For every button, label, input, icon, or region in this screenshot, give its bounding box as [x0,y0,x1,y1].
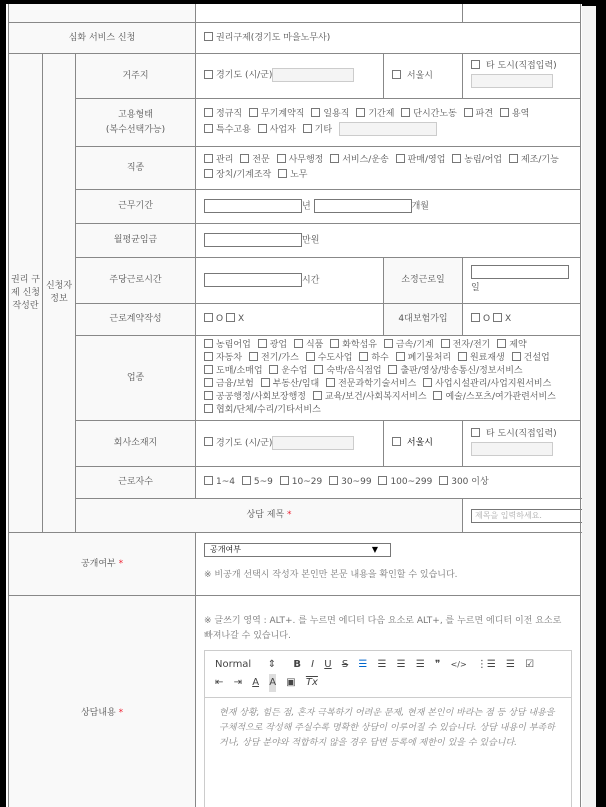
contract-x-checkbox[interactable] [226,313,235,322]
checkbox[interactable] [278,169,287,178]
option-workers[interactable]: 1~4 [204,477,235,487]
workers-options [196,467,581,499]
checklist-icon[interactable]: ☑ [525,659,535,670]
checkbox[interactable] [471,428,480,437]
checkbox[interactable] [258,339,267,348]
checkbox[interactable] [204,404,213,413]
checkbox[interactable] [303,124,312,133]
option-job[interactable]: 제조/기능 [509,155,559,165]
checkbox[interactable] [396,154,405,163]
checkbox[interactable] [378,476,387,485]
option-industry[interactable]: 공공행정/사회보장행정 [204,392,306,402]
option-job[interactable]: 노무 [278,170,307,180]
option-industry[interactable]: 금융/보험 [204,379,254,389]
checkbox[interactable] [388,365,397,374]
option-industry[interactable]: 도매/소매업 [204,366,263,376]
align-left-icon[interactable]: ☰ [358,659,368,670]
option-industry[interactable]: 제약 [497,340,526,350]
industry-label: 업종 [76,336,196,421]
checkbox[interactable] [204,124,213,133]
checkbox[interactable] [509,154,518,163]
wage-label: 월평균임금 [76,224,196,258]
option-job[interactable]: 사무행정 [277,155,324,165]
checkbox[interactable] [313,391,322,400]
checkbox[interactable] [441,339,450,348]
background-color-icon[interactable]: A [269,674,276,692]
option-industry[interactable]: 하수 [359,353,388,363]
service-label: 심화 서비스 신청 [9,23,196,54]
option-employment[interactable]: 단시간노동 [401,109,456,119]
checkbox[interactable] [329,476,338,485]
checkbox[interactable] [294,339,303,348]
outdent-icon[interactable]: ⇤ [215,677,224,688]
ordered-list-icon[interactable]: ⋮☰ [476,659,496,670]
checkbox[interactable] [471,60,480,69]
checkbox[interactable] [392,70,401,79]
checkbox[interactable] [423,378,432,387]
checkbox[interactable] [452,154,461,163]
option-job[interactable]: 농림/어업 [452,155,502,165]
bold-icon[interactable]: B [293,659,301,670]
checkbox[interactable] [204,339,213,348]
option-industry[interactable]: 전자/전기 [441,340,491,350]
align-center-icon[interactable]: ☰ [377,659,387,670]
checkbox[interactable] [326,378,335,387]
option-industry[interactable]: 광업 [258,340,287,350]
weekly-hours-input[interactable] [204,273,302,287]
checkbox[interactable] [204,108,213,117]
checkbox[interactable] [401,108,410,117]
checkbox[interactable] [439,476,448,485]
employment-label: 고용형태 (복수선택가능) [76,99,196,147]
option-employment[interactable]: 정규직 [204,109,242,119]
checkbox[interactable] [330,154,339,163]
checkbox[interactable] [500,108,509,117]
checkbox[interactable] [204,476,213,485]
editor-note: ※ 글쓰기 영역 : ALT+. 를 누르면 에디터 다음 요소로 ALT+, 를 누르면 에디터 이전 요소로 빠져나갈 수 있습니다. [204,616,562,641]
align-right-icon[interactable]: ☰ [396,659,406,670]
option-industry[interactable]: 예술/스포츠/여가관련서비스 [433,392,555,402]
option-employment[interactable]: 용역 [500,109,529,119]
option-job[interactable]: 장치/기계조작 [204,170,271,180]
checkbox[interactable] [392,437,401,446]
contract-o-checkbox[interactable] [204,313,213,322]
text-color-icon[interactable]: A [252,677,260,688]
job-options [196,147,581,190]
option-industry[interactable]: 건설업 [512,353,550,363]
clear-format-icon[interactable]: $\overline{Tx}$ [305,677,318,688]
option-industry[interactable]: 숙박/음식점업 [314,366,381,376]
option-workers[interactable]: 300 이상 [439,477,488,487]
checkbox[interactable] [204,169,213,178]
option-industry[interactable]: 사업시설관리/사업지원서비스 [423,379,551,389]
option-workers[interactable]: 30~99 [329,477,371,487]
subject-label: 상담 제목 * [76,499,463,533]
service-field [196,23,581,54]
checkbox[interactable] [204,32,213,41]
option-employment[interactable]: 파견 [464,109,493,119]
option-industry[interactable]: 부동산/임대 [261,379,320,389]
dropdown-arrow-icon: ▼ [371,545,379,554]
option-industry[interactable]: 금속/기계 [384,340,434,350]
image-icon[interactable]: ▣ [286,677,296,688]
checkbox[interactable] [269,365,278,374]
option-workers[interactable]: 5~9 [242,477,273,487]
option-employment[interactable]: 일용직 [311,109,349,119]
option-employment[interactable]: 기간제 [356,109,394,119]
application-form: 심화 서비스 신청 권리구제(경기도 마을노무사) 권리 구제 신청 작성란 신청자 정보 거주지 경기도 (시/군) 서울시 타 도시(직접입력) 고용형태 (복수선택가능) 정규직 무기계약직 일용직 기간제 단시간노동 파견 용역 특수고용 사업자 기타 직종 관리 전문 사무행정 서비스/운송 판매/영업 농림/어업 제조/기능 장치/기계조작 노무 근무기간 년 개월 월평균임금 만원 주당근로시간 시간 소정근로일 일 근로계약작성 O X 4대보험가입 O X 업종 농림어업 광업 식품 화학섬유 금속/기계 전자/전기 제약 자동차 전기/가스 수도사업 하수 폐기물처리 원료재생 건설업 도매/소매업 운수업 숙박/음식점업 출판/영상/방송통신/정보서비스 금융/보험 부동산/임대 전문과학기술서비스 사업시설관리/사업지원서비스 공공행정/사회보장행정 교육/보건/사회복지서비스 예술/스포츠/여가관련서비스 협회/단체/수리/기타서비스 회사소재지 경기도 (시/군) 서울시 타 도시(직접입력) 근로자수 1~4 5~9 10~29 30~99 100~299 300 이상 상담 제목 * 제목을 입력하세요. 공개여부 * 공개여부 ▼ ※ 비공개 선택시 작성자 본인만 본문 내용을 확인할 수 있습니다. 상담내용 * ※ 글쓰기 영역 : ALT+. 를 누르면 에디터 다음 요소로 ALT+, 를 누르면 에디터 이전 요소로 빠져나갈 수 있습니다. Normal ⇕ B I U S ☰ ☰ ☰ ☰ ❞ </> ⋮☰ ☰ ☑ ⇤ ⇥ A A ▣ $\overline{Tx}$ 현재 상황, 힘든 점, 혼자 극복하기 어려운 문제, 현재 본인이 바라는 점 등 상담 내용을 구체적으로 작성해 주실수록 명확한 상담이 이루어질 수 있습니다. 상담 내용이 부족하거나, 상담 분야와 적합하지 않을 경우 답변 등록에 제한이 있을 수 있습니다. [8,4,581,807]
subject-input[interactable]: 제목을 입력하세요. [471,509,582,523]
underline-icon[interactable]: U [324,659,332,670]
employment-other-input[interactable] [339,122,437,136]
option-industry[interactable]: 전기/가스 [249,353,299,363]
company-label: 회사소재지 [76,421,196,467]
checkbox[interactable] [464,108,473,117]
industry-options [196,336,581,421]
option-industry[interactable]: 화학섬유 [330,340,377,350]
public-label: 공개여부 * [9,533,196,596]
public-note: ※ 비공개 선택시 작성자 본인만 본문 내용을 확인할 수 있습니다. [204,570,458,580]
strike-icon[interactable]: S [341,659,349,670]
editor-content[interactable]: 현재 상황, 힘든 점, 혼자 극복하기 어려운 문제, 현재 본인이 바라는 점 등 상담 내용을 구체적으로 작성해 주실수록 명확한 상담이 이루어질 수 있습니다. 상담 내용이 부족하거나, 상담 분야와 적합하지 않을 경우 답변 등록에 제한이 있을 수 있습니다. [219,708,555,748]
checkbox[interactable] [458,352,467,361]
group-outer-label: 권리 구제 신청 작성란 [9,54,43,533]
option-industry[interactable]: 원료재생 [458,353,505,363]
residence-city-input[interactable] [272,68,354,82]
checkbox[interactable] [356,108,365,117]
days-input[interactable] [471,265,569,279]
bullet-list-icon[interactable]: ☰ [506,659,515,670]
insurance-x-checkbox[interactable] [493,313,502,322]
checkbox[interactable] [306,352,315,361]
checkbox[interactable] [277,154,286,163]
checkbox[interactable] [204,437,213,446]
checkbox[interactable] [261,378,270,387]
residence-other-input[interactable] [471,74,553,88]
insurance-label: 4대보험가입 [384,304,463,336]
checkbox[interactable] [204,378,213,387]
residence-label: 거주지 [76,54,196,99]
option-industry[interactable]: 폐기물처리 [396,353,451,363]
checkbox[interactable] [280,476,289,485]
option-industry[interactable]: 수도사업 [306,353,353,363]
option-industry[interactable]: 협회/단체/수리/기타서비스 [204,405,321,415]
checkbox[interactable] [204,352,213,361]
company-city-input[interactable] [272,436,354,450]
checkbox[interactable] [311,108,320,117]
option-industry[interactable]: 자동차 [204,353,242,363]
wage-input[interactable] [204,233,302,247]
italic-icon[interactable]: I [311,659,315,670]
checkbox[interactable] [314,365,323,374]
checkbox[interactable] [433,391,442,400]
form-frame [6,4,582,807]
editor-toolbar [205,651,571,698]
contract-label: 근로계약작성 [76,304,196,336]
heading-select[interactable]: Normal ⇕ [215,659,277,670]
indent-icon[interactable]: ⇥ [233,677,242,688]
option-job[interactable]: 관리 [204,155,233,165]
option-industry[interactable]: 농림어업 [204,340,251,350]
checkbox[interactable] [384,339,393,348]
company-other-input[interactable] [471,442,553,456]
blockquote-icon[interactable]: ❞ [434,659,441,670]
period-label: 근무기간 [76,190,196,224]
checkbox[interactable] [258,124,267,133]
option-industry[interactable]: 출판/영상/방송통신/정보서비스 [388,366,522,376]
option-job[interactable]: 서비스/운송 [330,155,389,165]
service-option[interactable]: 권리구제(경기도 마을노무사) [204,33,330,43]
option-industry[interactable]: 교육/보건/사회복지서비스 [313,392,427,402]
rich-text-editor [204,650,572,807]
checkbox[interactable] [497,339,506,348]
option-job[interactable]: 판매/영업 [396,155,446,165]
option-industry[interactable]: 운수업 [269,366,307,376]
employment-options [196,99,581,147]
period-year-input[interactable] [204,199,302,213]
option-employment[interactable]: 기타 [303,125,332,135]
days-label: 소정근로일 [384,258,463,304]
checkbox[interactable] [396,352,405,361]
period-month-input[interactable] [314,199,412,213]
option-industry[interactable]: 전문과학기술서비스 [326,379,416,389]
content-label: 상담내용 * [9,596,196,807]
justify-icon[interactable]: ☰ [415,659,425,670]
option-employment[interactable]: 특수고용 [204,125,251,135]
checkbox[interactable] [512,352,521,361]
weekly-label: 주당근로시간 [76,258,196,304]
option-employment[interactable]: 무기계약직 [249,109,304,119]
checkbox[interactable] [249,352,258,361]
checkbox[interactable] [204,154,213,163]
scrollbar-track[interactable] [582,6,596,807]
checkbox[interactable] [240,154,249,163]
checkbox[interactable] [249,108,258,117]
checkbox[interactable] [359,352,368,361]
insurance-o-checkbox[interactable] [471,313,480,322]
group-inner-label: 신청자 정보 [43,54,76,533]
checkbox[interactable] [204,365,213,374]
public-select[interactable]: 공개여부 ▼ [204,543,391,557]
option-employment[interactable]: 사업자 [258,125,296,135]
option-workers[interactable]: 10~29 [280,477,322,487]
option-job[interactable]: 전문 [240,155,269,165]
code-icon[interactable]: </> [450,660,467,669]
option-workers[interactable]: 100~299 [378,477,432,487]
checkbox[interactable] [242,476,251,485]
checkbox[interactable] [204,70,213,79]
workers-label: 근로자수 [76,467,196,499]
checkbox[interactable] [204,391,213,400]
checkbox[interactable] [330,339,339,348]
option-industry[interactable]: 식품 [294,340,323,350]
job-label: 직종 [76,147,196,190]
